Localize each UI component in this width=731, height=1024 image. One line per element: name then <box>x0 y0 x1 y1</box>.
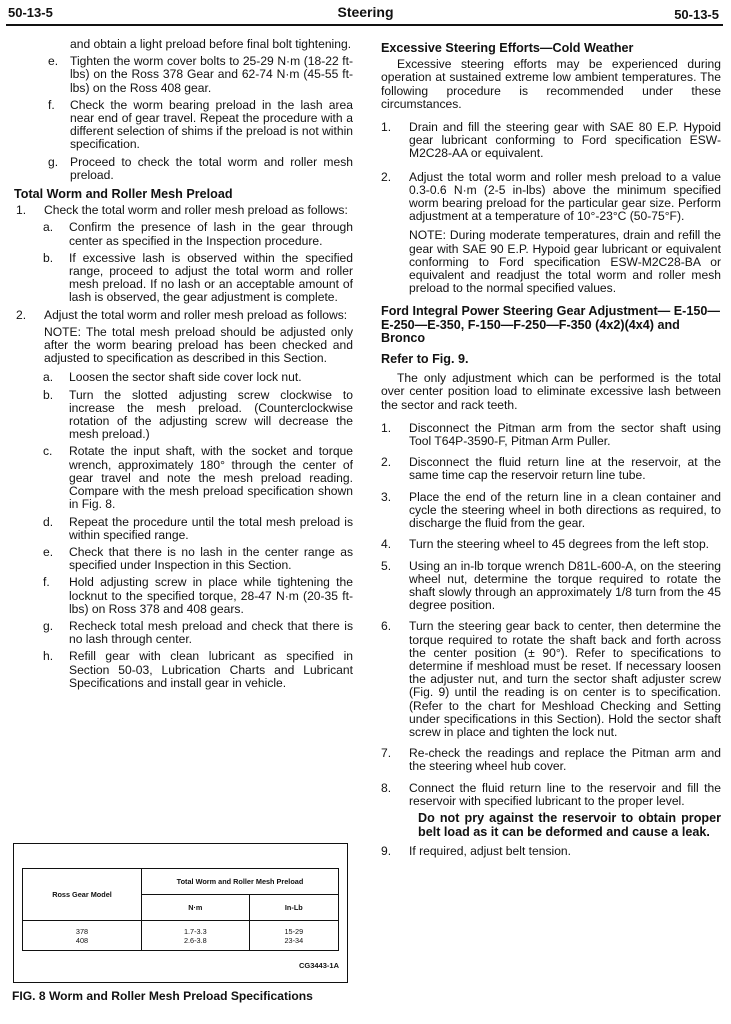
note-text: NOTE: During moderate temperatures, drain and refill the gear with SAE 90 E.P. Hypoid gear lubricant or equivalent conforming to Ford specification ESW-M2C28-BA or equivalent and readjust the total worm and roller mesh preload to the normal specified values. <box>409 228 721 296</box>
list-item: e. Tighten the worm cover bolts to 25-29 N·m (18-22 ft-lbs) on the Ross 378 Gear and 62-74 N·m (45-55 ft-lbs) on the Ross 408 gear. <box>48 54 353 95</box>
list-item: a. Confirm the presence of lash in the gear through center as specified in the Inspection procedure. <box>43 220 353 248</box>
list-item: h. Refill gear with clean lubricant as specified in Section 50-03, Lubrication Charts and Lubricant Specifications and install gear in vehicle. <box>43 649 353 690</box>
list-item: 5. Using an in-lb torque wrench D81L-600-A, on the steering wheel nut, determine the torque required to rotate the shaft slowly through an approximately 1/8 turn from the 45 degree position. <box>381 558 721 613</box>
cell-nm: 2.6-3.8 <box>183 935 207 945</box>
figure-reference-code: CG3443-1A <box>298 960 339 970</box>
header-rule <box>6 24 723 26</box>
cell-inlb: 23-34 <box>284 935 304 945</box>
list-item: 1. Disconnect the Pitman arm from the sector shaft using Tool T64P-3590-F, Pitman Arm Puller. <box>381 420 721 449</box>
list-item: f. Check the worm bearing preload in the lash area near end of gear travel. Repeat the procedure with a different selection of shims if the preload is not within specification. <box>48 97 353 152</box>
list-item: 8. Connect the fluid return line to the reservoir and fill the reservoir with specified lubricant to the proper level. <box>381 780 721 808</box>
list-item: 6. Turn the steering gear back to center, then determine the torque required to rotate the shaft back and forth across the center position (± 90°). Refer to specifications to determine if meshload must be reset. If necessary loosen the adjuster nut, and turn the sector shaft adjuster screw (Fig. 9) until the reading is on center is to specification. (Refer to the chart for Meshload Checking and Setting under specifications in this Section). Hold the sector shaft screw in place and tighten the lock nut. <box>381 619 721 739</box>
list-item: 9. If required, adjust belt tension. <box>381 844 572 859</box>
page-number-right: 50-13-5 <box>674 7 719 22</box>
section-heading: Total Worm and Roller Mesh Preload <box>14 187 233 202</box>
list-item: b. If excessive lash is observed within the specified range, proceed to adjust the total worm and roller mesh preload. If no lash or an acceptable amount of lash is observed, the gear adjustment is complete. <box>43 250 353 305</box>
right-column <box>381 38 721 862</box>
list-item: 7. Re-check the readings and replace the Pitman arm and the steering wheel hub cover. <box>381 746 721 774</box>
col-header-inlb: In-Lb <box>249 895 338 921</box>
list-item: 2. Adjust the total worm and roller mesh preload to a value 0.3-0.6 N·m (2-5 in-lbs) above the minimum specified worm bearing preload for the particular gear size. Perform adjustment at a temperature of 10°-23°C (50-75°F). <box>381 169 721 224</box>
page-header <box>0 4 731 26</box>
paragraph: The only adjustment which can be performed is the total over center position load to eliminate excessive lash between the sector and rack teeth. <box>381 371 721 412</box>
list-item: a. Loosen the sector shaft side cover lock nut. <box>43 370 302 385</box>
list-item: 2. Disconnect the fluid return line at the reservoir, at the same time cap the reservoir return line tube. <box>381 455 721 483</box>
col-header-nm: N·m <box>142 895 250 921</box>
section-title: Steering <box>337 4 394 20</box>
preload-spec-table <box>22 868 339 951</box>
cell-nm: 1.7-3.3 <box>183 926 207 936</box>
col-header-group: Total Worm and Roller Mesh Preload <box>142 869 339 895</box>
list-item: d. Repeat the procedure until the total mesh preload is within specified range. <box>43 514 353 542</box>
cell-inlb: 15-29 <box>284 926 304 936</box>
figure-8-box <box>13 843 348 983</box>
cell-model: 408 <box>75 935 89 945</box>
figure-reference: Refer to Fig. 9. <box>381 352 469 367</box>
col-header-model: Ross Gear Model <box>23 869 142 921</box>
paragraph: Excessive steering efforts may be experienced during operation at sustained extreme low ambient temperatures. The following procedure is recommended under these circumstances. <box>381 57 721 111</box>
table-row <box>23 921 339 951</box>
list-item: e. Check that there is no lash in the center range as specified under Inspection in this Section. <box>43 544 353 573</box>
list-item: g. Proceed to check the total worm and roller mesh preload. <box>48 154 353 182</box>
list-item: c. Rotate the input shaft, with the socket and torque wrench, approximately 180° through the center of gear travel and note the mesh preload reading. Compare with the mesh preload specification shown in Fig. 8. <box>43 444 353 512</box>
list-item: f. Hold adjusting screw in place while tightening the locknut to the specified torque, 28-47 N·m (20-35 ft-lbs) on Ross 378 and 408 gears. <box>43 575 353 616</box>
list-item: g. Recheck total mesh preload and check that there is no lash through center. <box>43 618 353 647</box>
section-heading: Ford Integral Power Steering Gear Adjustment— E-150—E-250—E-350, F-150—F-250—F-350 (4x2)(4x4) and Bronco <box>381 304 720 345</box>
list-item: 4. Turn the steering wheel to 45 degrees from the left stop. <box>381 537 710 552</box>
section-heading: Excessive Steering Efforts—Cold Weather <box>381 41 634 55</box>
step-2: 2. Adjust the total worm and roller mesh preload as follows: <box>16 307 348 322</box>
figure-caption: FIG. 8 Worm and Roller Mesh Preload Specifications <box>12 989 313 1003</box>
step-1: 1. Check the total worm and roller mesh preload as follows: <box>16 203 348 218</box>
list-item: 1. Drain and fill the steering gear with SAE 80 E.P. Hypoid gear lubricant conforming to Ford specification ESW-M2C28-AA or equivalent. <box>381 120 721 161</box>
page-number-left: 50-13-5 <box>8 5 53 20</box>
list-item: 3. Place the end of the return line in a clean container and cycle the steering wheel in both directions as required, to discharge the fluid from the gear. <box>381 489 721 531</box>
continued-text: and obtain a light preload before final bolt tightening. <box>70 37 352 51</box>
cell-model: 378 <box>75 926 89 936</box>
warning-text: Do not pry against the reservoir to obtain proper belt load as it can be deformed and cause a leak. <box>418 810 721 839</box>
left-column <box>14 38 353 694</box>
list-item: b. Turn the slotted adjusting screw clockwise to increase the mesh preload. (Counterclockwise rotation of the adjusting screw will decrease the mesh preload.) <box>43 387 353 442</box>
note-text: NOTE: The total mesh preload should be adjusted only after the worm bearing preload has been checked and adjusted to specification as described in this Section. <box>44 324 353 366</box>
